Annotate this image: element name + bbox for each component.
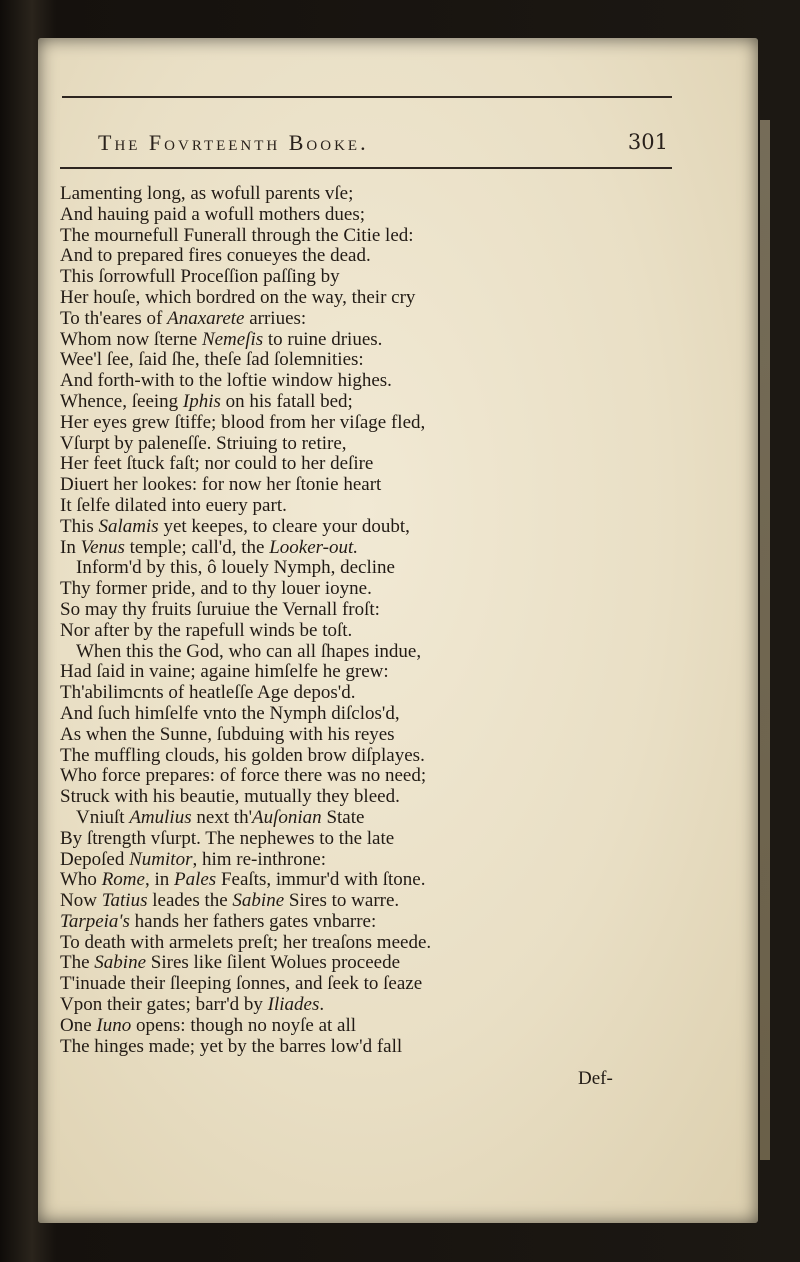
verse-line xyxy=(60,746,660,767)
verse-line xyxy=(60,829,660,850)
verse-line xyxy=(60,953,660,974)
italic-name: Sabine xyxy=(94,952,147,974)
italic-name: Amulius xyxy=(129,806,192,828)
verse-line xyxy=(60,226,660,247)
verse-text-segment: Vniuſt xyxy=(76,806,130,828)
verse-text-segment: Depoſed xyxy=(60,848,130,870)
verse-line xyxy=(60,891,660,912)
verse-text-segment: To th'eares of xyxy=(60,307,168,329)
verse-line xyxy=(60,600,660,621)
verse-text-segment: Whence, ſeeing xyxy=(60,390,183,412)
italic-name: Auſonian xyxy=(252,806,322,828)
verse-text-segment: And forth-with to the loftie window highes. xyxy=(60,370,392,392)
verse-line xyxy=(60,371,660,392)
verse-line xyxy=(60,870,660,891)
verse-text-segment: And hauing paid a wofull mothers dues; xyxy=(60,203,366,225)
verse-text-segment: Sires like ſilent Wolues proceede xyxy=(146,952,401,974)
verse-text-segment: The xyxy=(60,952,95,974)
verse-line xyxy=(60,808,660,829)
verse-text-segment: Lamenting long, as wofull parents vſe; xyxy=(60,183,354,204)
verse-text-segment: Vpon their gates; barr'd by xyxy=(60,994,268,1016)
verse-line xyxy=(60,330,660,351)
verse-line xyxy=(60,496,660,517)
verse-text-segment: opens: though no noyſe at all xyxy=(131,1014,357,1036)
verse-line xyxy=(60,912,660,933)
verse-line xyxy=(60,288,660,309)
verse-text-segment: To death with armelets preſt; her treaſons meede. xyxy=(60,931,432,953)
verse-line xyxy=(60,850,660,871)
verse-line xyxy=(60,725,660,746)
verse-line xyxy=(60,558,660,579)
verse-line xyxy=(60,621,660,642)
verse-text-segment: State xyxy=(321,806,365,828)
verse-text-segment: Diuert her lookes: for now her ſtonie heart xyxy=(60,474,382,496)
verse-line xyxy=(60,267,660,288)
verse-text-segment: Nor after by the rapefull winds be toſt. xyxy=(60,619,353,641)
verse-text-segment: arriues: xyxy=(244,307,307,329)
italic-name: Pales xyxy=(173,869,217,891)
verse-line xyxy=(60,205,660,226)
verse-line xyxy=(60,1037,660,1058)
verse-text-segment: The hinges made; yet by the barres low'd fall xyxy=(60,1035,403,1057)
verse-text-segment: , in xyxy=(144,869,174,891)
italic-name: Salamis xyxy=(98,515,159,537)
italic-name: Tarpeia's xyxy=(60,910,130,932)
verse-text-segment: In xyxy=(60,536,81,558)
verse-line xyxy=(60,995,660,1016)
verse-line xyxy=(60,579,660,600)
verse-text-segment: Who force prepares: of force there was no need; xyxy=(60,765,427,787)
italic-name: Iuno xyxy=(96,1014,132,1036)
italic-name: Rome xyxy=(101,869,145,891)
italic-name: Looker-out. xyxy=(269,536,359,558)
verse-text-segment: Vſurpt by paleneſſe. Striuing to retire, xyxy=(60,432,347,454)
verse-text-segment: This xyxy=(60,515,99,537)
verse-text-segment: hands her fathers gates vnbarre: xyxy=(129,910,377,932)
verse-text-segment: Whom now ſterne xyxy=(60,328,202,350)
italic-name: Iphis xyxy=(182,390,221,412)
italic-name: Sabine xyxy=(232,890,285,912)
verse-text-segment: Her eyes grew ſtiffe; blood from her viſage fled, xyxy=(60,411,426,433)
page-edge xyxy=(760,120,770,1160)
italic-name: Iliades xyxy=(267,994,320,1016)
verse-text-segment: Sires to warre. xyxy=(284,890,400,912)
header-rule xyxy=(60,167,672,169)
verse-line xyxy=(60,538,660,559)
verse-line xyxy=(60,517,660,538)
verse-line xyxy=(60,392,660,413)
verse-text-segment: Inform'd by this, ô louely Nymph, decline xyxy=(76,557,395,579)
verse-text-segment: Feaſts, immur'd with ſtone. xyxy=(216,869,426,891)
verse-text-segment: Struck with his beautie, mutually they bleed. xyxy=(60,786,400,808)
verse-line xyxy=(60,454,660,475)
verse-text-segment: leades the xyxy=(147,890,233,912)
verse-text-segment: temple; call'd, the xyxy=(124,536,270,558)
verse-text-segment: to ruine driues. xyxy=(263,328,383,350)
verse-line xyxy=(60,1016,660,1037)
verse-text-segment: When this the God, who can all ſhapes indue, xyxy=(76,640,422,662)
italic-name: Anaxarete xyxy=(167,307,245,329)
verse-text-segment: One xyxy=(60,1014,97,1036)
verse-text-segment: It ſelfe dilated into euery part. xyxy=(60,494,287,516)
verse-line xyxy=(60,475,660,496)
verse-text-segment: . xyxy=(319,994,325,1016)
verse-line xyxy=(60,413,660,434)
verse-line xyxy=(60,309,660,330)
top-rule xyxy=(62,96,672,98)
verse-text-segment: Her feet ſtuck faſt; nor could to her deſire xyxy=(60,453,374,475)
verse-text-segment: Thy former pride, and to thy louer ioyne. xyxy=(60,578,372,600)
verse-text-segment: Had ſaid in vaine; againe himſelfe he grew: xyxy=(60,661,389,683)
verse-text-segment: T'inuade their ſleeping ſonnes, and ſeek to ſeaze xyxy=(60,973,423,995)
verse-line xyxy=(60,766,660,787)
running-title: The Fovrteenth Booke. xyxy=(98,130,369,155)
verse-text-segment: As when the Sunne, ſubduing with his reyes xyxy=(60,723,395,745)
verse-line xyxy=(60,350,660,371)
verse-text-segment: The muffling clouds, his golden brow diſplayes. xyxy=(60,744,425,766)
verse-line xyxy=(60,933,660,954)
verse-line xyxy=(60,787,660,808)
verse-text-segment: Who xyxy=(60,869,102,891)
verse-text-segment: Now xyxy=(60,890,102,912)
verse-line xyxy=(60,704,660,725)
verse-text xyxy=(60,184,660,1057)
italic-name: Numitor xyxy=(129,848,193,870)
catchword: Def- xyxy=(578,1068,613,1089)
page-header xyxy=(98,130,668,162)
italic-name: Nemeſis xyxy=(201,328,264,350)
verse-text-segment: Her houſe, which bordred on the way, their cry xyxy=(60,286,416,308)
verse-text-segment: Th'abilimcnts of heatleſſe Age depos'd. xyxy=(60,682,356,704)
verse-line xyxy=(60,662,660,683)
verse-text-segment: By ſtrength vſurpt. The nephewes to the late xyxy=(60,827,395,849)
italic-name: Tatius xyxy=(101,890,148,912)
verse-text-segment: on his fatall bed; xyxy=(220,390,353,412)
italic-name: Venus xyxy=(80,536,125,558)
verse-text-segment: And ſuch himſelfe vnto the Nymph diſclos'd, xyxy=(60,702,400,724)
verse-line xyxy=(60,246,660,267)
verse-text-segment: So may thy fruits ſuruiue the Vernall froſt: xyxy=(60,598,380,620)
verse-text-segment: The mournefull Funerall through the Citie led: xyxy=(60,224,414,246)
verse-text-segment: This ſorrowfull Proceſſion paſſing by xyxy=(60,266,340,288)
verse-text-segment: yet keepes, to cleare your doubt, xyxy=(158,515,410,537)
verse-line xyxy=(60,974,660,995)
verse-text-segment: , him re-inthrone: xyxy=(192,848,326,870)
verse-text-segment: Wee'l ſee, ſaid ſhe, theſe ſad ſolemnities: xyxy=(60,349,364,371)
verse-line xyxy=(60,184,660,205)
verse-line xyxy=(60,642,660,663)
verse-text-segment: next th' xyxy=(191,806,253,828)
page-number: 301 xyxy=(627,130,668,154)
verse-line xyxy=(60,683,660,704)
verse-line xyxy=(60,434,660,455)
verse-text-segment: And to prepared fires conueyes the dead. xyxy=(60,245,371,267)
